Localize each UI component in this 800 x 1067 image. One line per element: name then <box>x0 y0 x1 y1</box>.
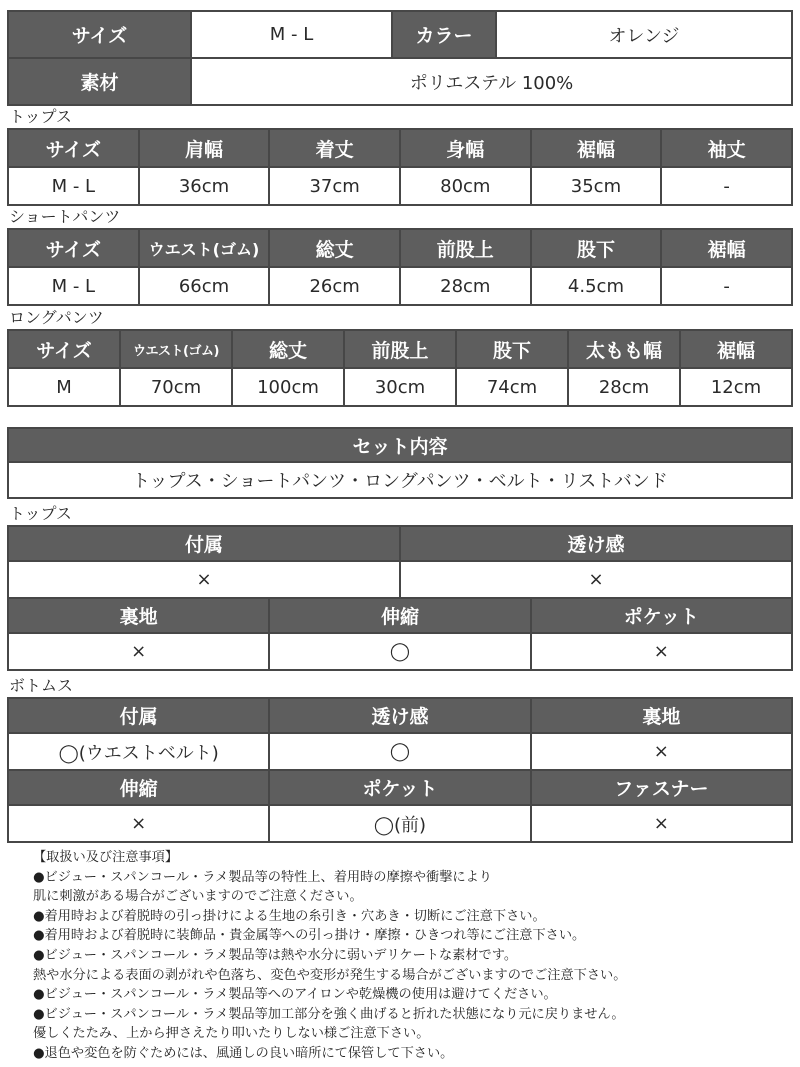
color-label: カラー <box>392 11 496 58</box>
tops-header-size: サイズ <box>8 129 139 167</box>
shorts-value-inseam: 4.5cm <box>531 267 662 305</box>
longpants-header-thigh-width: 太もも幅 <box>568 330 680 368</box>
longpants-size-title: ロングパンツ <box>9 308 104 327</box>
longpants-header-waist: ウエスト(ゴム) <box>120 330 232 368</box>
tops-accessory-label: 付属 <box>8 526 400 561</box>
bottoms-accessory-value: ◯(ウエストベルト) <box>8 733 269 770</box>
longpants-value-thigh-width: 28cm <box>568 368 680 406</box>
tops-stretch-label: 伸縮 <box>269 598 530 633</box>
shorts-size-table <box>7 228 793 306</box>
tops-stretch-value: ◯ <box>269 633 530 670</box>
shorts-value-front-rise: 28cm <box>400 267 531 305</box>
bottoms-detail-title: ボトムス <box>9 676 74 695</box>
shorts-value-waist: 66cm <box>139 267 270 305</box>
tops-value-body-width: 80cm <box>400 167 531 205</box>
shorts-size-title: ショートパンツ <box>9 207 121 226</box>
bottoms-pocket-label: ポケット <box>269 770 530 805</box>
bottoms-lining-label: 裏地 <box>531 698 792 733</box>
longpants-header-inseam: 股下 <box>456 330 568 368</box>
care-note-line: ●着用時および着脱時の引っ掛けによる生地の糸引き・穴あき・切断にご注意下さい。 <box>33 908 546 924</box>
care-note-line: ●ビジュー・スパンコール・ラメ製品等へのアイロンや乾燥機の使用は避けてください。 <box>33 987 557 1003</box>
shorts-header-hem-width: 裾幅 <box>661 229 792 267</box>
longpants-size-table <box>7 329 793 407</box>
bottoms-zipper-label: ファスナー <box>531 770 792 805</box>
tops-lining-label: 裏地 <box>8 598 269 633</box>
size-label: サイズ <box>8 11 191 58</box>
set-contents-header: セット内容 <box>8 428 792 462</box>
tops-header-sleeve: 袖丈 <box>661 129 792 167</box>
care-notes-title: 【取扱い及び注意事項】 <box>33 850 179 865</box>
bottoms-zipper-value: × <box>531 805 792 842</box>
tops-header-length: 着丈 <box>269 129 400 167</box>
tops-header-hem-width: 裾幅 <box>531 129 662 167</box>
shorts-header-front-rise: 前股上 <box>400 229 531 267</box>
material-value: ポリエステル 100% <box>191 58 792 105</box>
tops-detail-table-2 <box>7 597 793 671</box>
longpants-header-front-rise: 前股上 <box>344 330 456 368</box>
tops-sheerness-label: 透け感 <box>400 526 792 561</box>
care-note-line: 優しくたたみ、上から押さえたり叩いたりしない様ご注意下さい。 <box>33 1026 430 1042</box>
set-contents-table <box>7 427 793 499</box>
shorts-value-size: M - L <box>8 267 139 305</box>
bottoms-stretch-value: × <box>8 805 269 842</box>
longpants-header-size: サイズ <box>8 330 120 368</box>
shorts-header-total-length: 総丈 <box>269 229 400 267</box>
bottoms-pocket-value: ◯(前) <box>269 805 530 842</box>
bottoms-lining-value: × <box>531 733 792 770</box>
care-note-line: ●退色や変色を防ぐためには、風通しの良い暗所にて保管して下さい。 <box>33 1045 454 1061</box>
longpants-value-size: M <box>8 368 120 406</box>
tops-detail-table-1 <box>7 525 793 599</box>
product-info-table <box>7 10 793 106</box>
shorts-header-size: サイズ <box>8 229 139 267</box>
shorts-value-hem-width: - <box>661 267 792 305</box>
care-notes <box>33 848 793 1064</box>
tops-pocket-label: ポケット <box>531 598 792 633</box>
care-note-line: ●ビジュー・スパンコール・ラメ製品等は熱や水分に弱いデリケートな素材です。 <box>33 947 518 963</box>
shorts-header-waist: ウエスト(ゴム) <box>139 229 270 267</box>
tops-pocket-value: × <box>531 633 792 670</box>
tops-lining-value: × <box>8 633 269 670</box>
material-label: 素材 <box>8 58 191 105</box>
bottoms-sheerness-value: ◯ <box>269 733 530 770</box>
care-note-line: ●ビジュー・スパンコール・ラメ製品等の特性上、着用時の摩擦や衝撃により <box>33 869 492 885</box>
bottoms-sheerness-label: 透け感 <box>269 698 530 733</box>
longpants-value-front-rise: 30cm <box>344 368 456 406</box>
tops-sheerness-value: × <box>400 561 792 598</box>
tops-detail-title: トップス <box>9 504 72 523</box>
set-contents-value: トップス・ショートパンツ・ロングパンツ・ベルト・リストバンド <box>8 462 792 498</box>
size-value: M - L <box>191 11 392 58</box>
care-note-line: 熱や水分による表面の剥がれや色落ち、変色や変形が発生する場合がございますのでご注意下さい。 <box>33 967 627 983</box>
shorts-value-total-length: 26cm <box>269 267 400 305</box>
tops-accessory-value: × <box>8 561 400 598</box>
care-note-line: 肌に刺激がある場合がございますのでご注意ください。 <box>33 889 363 905</box>
longpants-header-total-length: 総丈 <box>232 330 344 368</box>
tops-value-hem-width: 35cm <box>531 167 662 205</box>
shorts-header-inseam: 股下 <box>531 229 662 267</box>
tops-value-sleeve: - <box>661 167 792 205</box>
tops-value-shoulder: 36cm <box>139 167 270 205</box>
longpants-value-hem-width: 12cm <box>680 368 792 406</box>
tops-size-table <box>7 128 793 206</box>
bottoms-stretch-label: 伸縮 <box>8 770 269 805</box>
care-note-line: ●ビジュー・スパンコール・ラメ製品等加工部分を強く曲げると折れた状態になり元に戻りません。 <box>33 1006 625 1022</box>
longpants-header-hem-width: 裾幅 <box>680 330 792 368</box>
tops-value-size: M - L <box>8 167 139 205</box>
longpants-value-waist: 70cm <box>120 368 232 406</box>
longpants-value-inseam: 74cm <box>456 368 568 406</box>
tops-size-title: トップス <box>9 107 72 126</box>
bottoms-accessory-label: 付属 <box>8 698 269 733</box>
care-note-line: ●着用時および着脱時に装飾品・貴金属等への引っ掛け・摩擦・ひきつれ等にご注意下さい。 <box>33 928 586 944</box>
tops-value-length: 37cm <box>269 167 400 205</box>
bottoms-detail-table <box>7 697 793 843</box>
longpants-value-total-length: 100cm <box>232 368 344 406</box>
tops-header-body-width: 身幅 <box>400 129 531 167</box>
color-value: オレンジ <box>496 11 792 58</box>
tops-header-shoulder: 肩幅 <box>139 129 270 167</box>
